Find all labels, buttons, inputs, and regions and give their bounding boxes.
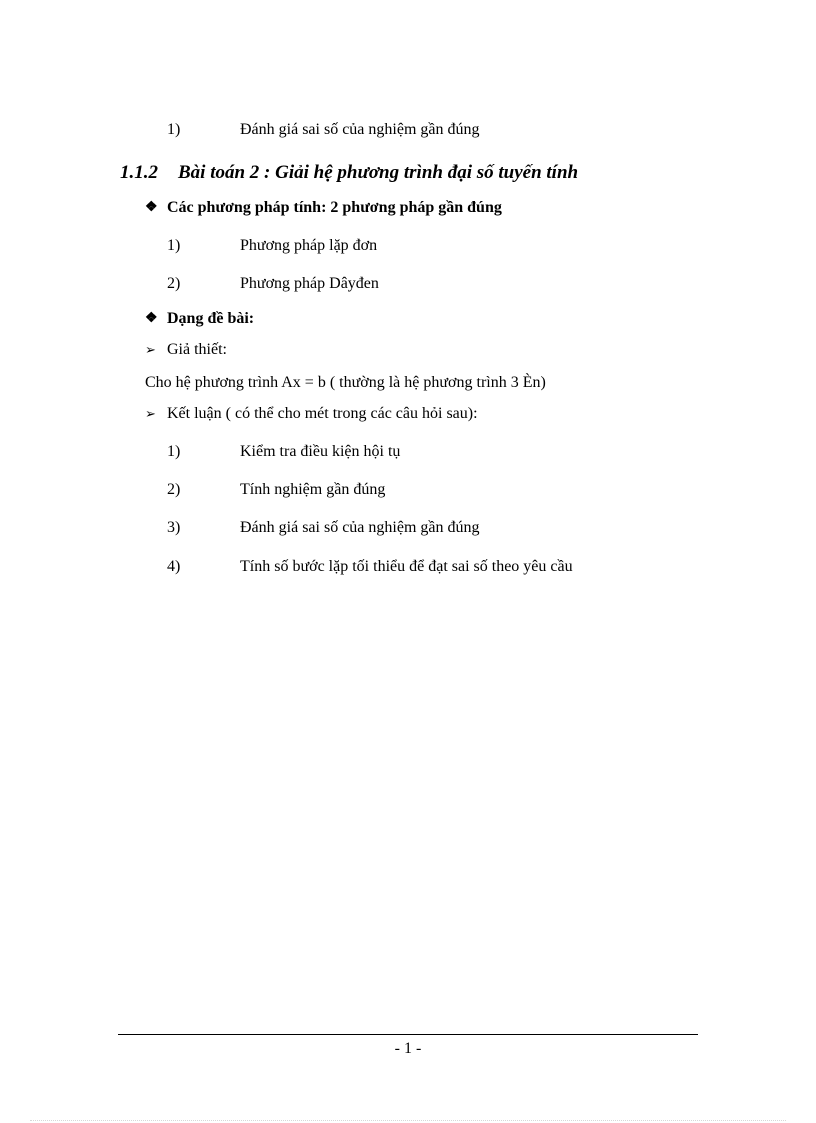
list-item-text: Phương pháp Dâyđen (240, 275, 379, 292)
list-item-text: Tính nghiệm gần đúng (240, 481, 386, 498)
list-item-number: 1) (167, 237, 181, 254)
list-item-number: 1) (167, 443, 181, 460)
list-item-number: 2) (167, 481, 181, 498)
diamond-bullet-icon: ❖ (145, 200, 158, 215)
section-title: Bài toán 2 : Giải hệ phương trình đại số tuyến tính (178, 162, 579, 183)
arrow-bullet-icon: ➢ (145, 342, 156, 357)
methods-heading: Các phương pháp tính: 2 phương pháp gần đúng (167, 199, 502, 216)
list-item-number: 2) (167, 275, 181, 292)
footer-rule (118, 1034, 698, 1035)
list-item-number: 1) (167, 121, 181, 138)
page-number: - 1 - (394, 1040, 422, 1057)
list-item-text: Phương pháp lặp đơn (240, 237, 378, 254)
list-item-text: Đánh giá sai số của nghiệm gần đúng (240, 519, 480, 536)
arrow-bullet-icon: ➢ (145, 406, 156, 421)
list-item-text: Kiểm tra điều kiện hội tụ (240, 443, 401, 460)
list-item-number: 3) (167, 519, 181, 536)
diamond-bullet-icon: ❖ (145, 311, 158, 326)
list-item-text: Đánh giá sai số của nghiệm gần đúng (240, 121, 480, 138)
list-item-number: 4) (167, 558, 181, 575)
list-item-text: Tính số bước lặp tối thiểu để đạt sai số theo yêu cầu (240, 558, 573, 575)
hypothesis-text: Cho hệ phương trình Ax = b ( thường là hệ phương trình 3 Èn) (145, 374, 546, 391)
page-boundary-divider (30, 1120, 786, 1121)
conclusion-label: Kết luận ( có thể cho mét trong các câu hỏi sau): (167, 405, 478, 422)
problem-form-heading: Dạng đề bài: (167, 310, 255, 327)
hypothesis-label: Giả thiết: (167, 341, 227, 358)
section-number: 1.1.2 (120, 162, 158, 183)
